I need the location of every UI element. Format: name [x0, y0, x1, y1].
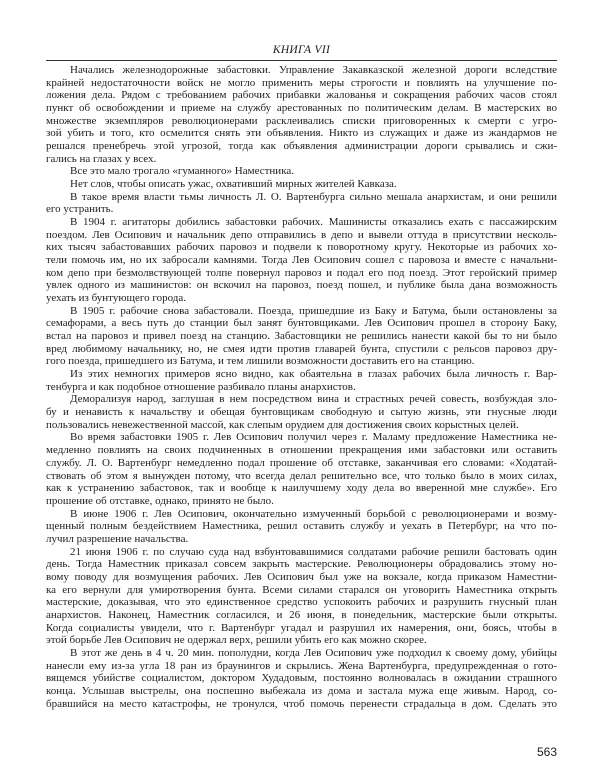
page-number: 563 [536, 745, 557, 759]
text-line: мастерские, доказывая, что это единственное средство успокоить рабочих и разрушить гнусный план [46, 596, 557, 609]
text-line: поездом. Лев Осипович и начальник депо отправились в депо и вывели оттуда в присутствии несколь- [46, 228, 557, 241]
paragraph [46, 305, 557, 368]
text-line: ком депо при безмолвствующей толпе повернул паровоз и подал его под поезд. Этот геройский пример [46, 266, 557, 279]
text-line: гались на глазах у всех. [46, 152, 157, 165]
text-line: бу и ненависть к начальству и обещая бунтовщикам свободную и сытую жизнь, эти гнусные люди [46, 406, 557, 419]
text-line: гого поезда, пришедшего из Батума, и тем лишили возможности доставить его на станцию. [46, 355, 475, 368]
paragraph [46, 165, 557, 178]
text-line: В этот же день в 4 ч. 20 мин. пополудни, когда Лев Осипович уже подходил к своему дому, убийцы [70, 646, 557, 659]
text-line: В такое время власти тьмы личность Л. О. Вартенбурга сильно мешала анархистам, и они решили [70, 190, 557, 203]
text-line: Во время забастовки 1905 г. Лев Осипович получил через г. Маламу предложение Наместника не- [70, 431, 557, 444]
text-line: Нет слов, чтобы описать ужас, охвативший мирных жителей Кавказа. [70, 178, 397, 191]
text-line: ложения дела. Рядом с требованием рабочих прибавки жалованья и сокращения рабочих часов стоял [46, 89, 557, 102]
text-line: увлек одного из машинистов: он вскочил на паровоз, поезд пошел, и публике была дана возможность [46, 279, 557, 292]
text-line: этой борьбе Лев Осипович не одержал верх, решили убить его как можно скорее. [46, 634, 427, 647]
running-header: КНИГА VII [272, 44, 331, 56]
paragraph [46, 191, 557, 216]
page-body [46, 64, 557, 710]
text-line: тели помочь им, но их забросали камнями. Тогда Лев Осипович сошел с паровоза и вместе с начальни- [46, 254, 557, 267]
text-line: встал на паровоз и привел поезд на станцию. Забастовщики не решились нанести какой бы то ни было [46, 330, 557, 343]
text-line: В 1904 г. агитаторы добились забастовки рабочих. Машинисты отказались ехать с пассажирским [70, 216, 557, 229]
text-line: прошение об отставке, однако, принято не было. [46, 494, 274, 507]
paragraph [46, 368, 557, 393]
text-line: ствовать об этом я вынужден потому, что всегда делал решительно все, что только было в моих силах, [46, 469, 557, 482]
text-line: Из этих немногих примеров ясно видно, как обаятельна в глазах рабочих была личность г. Вар- [70, 368, 557, 381]
text-line: вому поводу для возмущения рабочих. Лев Осипович был уже на вокзале, когда приказом Наместни- [46, 570, 557, 583]
text-line: вящемся убийстве социалистом, доктором Худадовым, постоянно волновалась в ожидании страшного [46, 672, 557, 685]
text-line: 21 июня 1906 г. по случаю суда над взбунтовавшимися солдатами рабочие решили бастовать один [70, 545, 557, 558]
paragraph [46, 431, 557, 507]
text-line: ких тысяч забастовавших рабочих паровоз и подвели к поворотному кругу. Некоторые из рабочих хо- [46, 241, 557, 254]
text-line: тенбурга и как подобное отношение разбивало планы анархистов. [46, 380, 356, 393]
text-line: В 1905 г. рабочие снова забастовали. Поезда, пришедшие из Баку и Батума, были остановлены за [70, 304, 557, 317]
text-line: его устранить. [46, 203, 114, 216]
text-line: щенный полным бездействием Наместника, решил оставить службу и уехать в Петербург, на что по- [46, 520, 557, 533]
paragraph [46, 546, 557, 647]
text-line: медленно повлиять на своих подчиненных в отношении прекращения ими забастовки или оставить [46, 444, 557, 457]
paragraph [46, 178, 557, 191]
text-line: службу. Л. О. Вартенбург немедленно подал прошение об отставке, заканчивая его словами: «Ходатай- [46, 456, 557, 469]
text-line: В июне 1906 г. Лев Осипович, окончательно измученный борьбой с революционерами и возму- [70, 507, 557, 520]
text-line: Деморализуя народ, заглушая в нем посредством вина и страстных речей совесть, возбуждая зло- [70, 393, 557, 406]
text-line: зой убить и того, кто осмелится снять эти объявления. Никто из служащих и даже из жандармов не [46, 127, 557, 140]
text-line: пункт об освобождении и приеме на службу арестованных по политическим делам. В мастерских во [46, 102, 557, 115]
text-line: пользовались невежественной массой, как слепым орудием для достижения своих корыстных целей. [46, 418, 519, 431]
paragraph [46, 393, 557, 431]
header-rule [46, 60, 557, 61]
text-line: Начались железнодорожные забастовки. Управление Закавказской железной дороги вследствие [70, 64, 557, 76]
text-line: уехать из бунтующего города. [46, 292, 187, 305]
text-line: семафорами, а весь путь до станции был занят бунтовщиками. Лев Осипович прошел в сторону Баку, [46, 317, 557, 330]
text-line: бравшийся на место катастрофы, не тронулся, чтоб помочь перенести страдальца в дом. Сделать это [46, 697, 557, 710]
paragraph [46, 647, 557, 710]
text-line: лучил разрешение начальства. [46, 532, 189, 545]
paragraph [46, 508, 557, 546]
text-line: Когда социалисты увидели, что г. Вартенбург угадал и разрушил их намерения, они, боясь, чтобы в [46, 621, 557, 634]
text-line: как к устранению забастовок, так и вообще к наилучшему ходу дела во вверенной мне службе». Его [46, 482, 557, 495]
text-line: конца. Услышав выстрелы, она поспешно выбежала из дома и застала мужа еще живым. Народ, со- [46, 684, 557, 697]
paragraph [46, 216, 557, 305]
paragraph [46, 64, 557, 165]
text-line: нанесли ему из-за угла 18 ран из браунингов и скрылись. Жена Вартенбурга, предупрежденная о гото- [46, 659, 557, 672]
text-line: день. Тогда Наместник приказал совсем закрыть мастерские. Революционеры обрадовались этому но- [46, 558, 557, 571]
text-line: Все это мало трогало «гуманного» Наместника. [70, 165, 295, 178]
text-line: решался пренебречь этой угрозой, тогда как объявления администрации дороги срывались и сжи- [46, 140, 557, 153]
text-line: анархистов. Наконец, Наместник согласился, и 26 июня, в понедельник, мастерские были открыты. [46, 608, 557, 621]
text-line: ка его вернули для умиротворения бунта. Всеми силами старался он уговорить Наместника открыть [46, 583, 557, 596]
text-line: вред любимому начальнику, но, не смея идти против главарей бунта, спустили с рельсов паровоз дру- [46, 342, 557, 355]
text-line: крайней недостаточности войск не могло применить меры строгости и повлиять на улучшение по- [46, 76, 557, 89]
text-line: множестве экземпляров революционерами расклеивались списки приговоренных к смерти с угро- [46, 114, 557, 127]
